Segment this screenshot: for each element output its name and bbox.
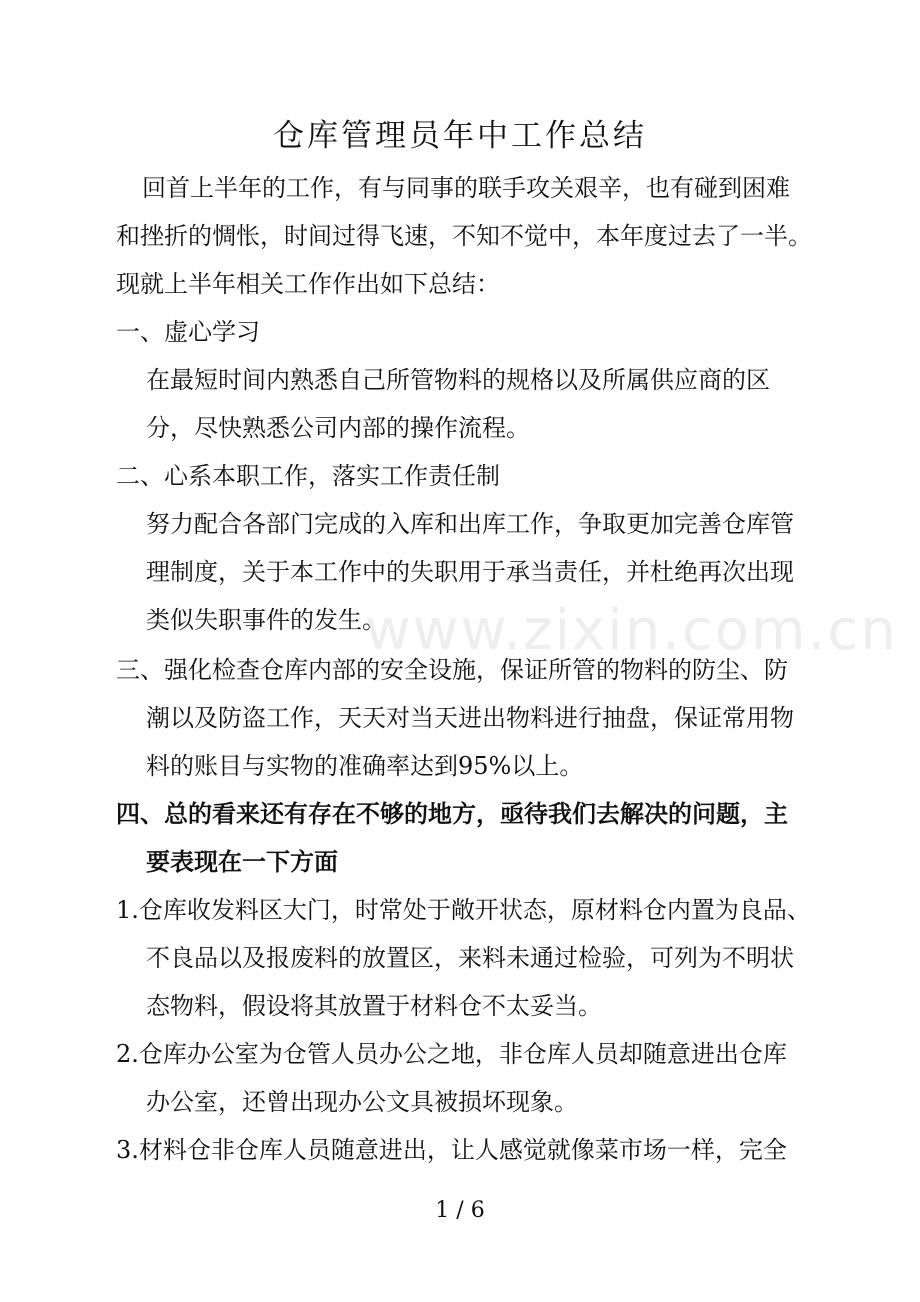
- section-3-line-2: 潮以及防盗工作，天天对当天进出物料进行抽盘，保证常用物: [146, 704, 794, 732]
- intro-line-3: 现就上半年相关工作作出如下总结：: [116, 270, 500, 298]
- document-title: 仓库管理员年中工作总结: [273, 118, 647, 154]
- section-2-line-1: 努力配合各部门完成的入库和出库工作，争取更加完善仓库管: [146, 510, 794, 538]
- watermark: www.zixin.com.cn: [365, 598, 898, 663]
- section-2-heading: 二、心系本职工作，落实工作责任制: [116, 462, 500, 490]
- page-number: 1 / 6: [435, 1198, 485, 1223]
- section-1-line-1: 在最短时间内熟悉自己所管物料的规格以及所属供应商的区: [146, 366, 770, 394]
- section-3-line-1: 三、强化检查仓库内部的安全设施，保证所管的物料的防尘、防: [116, 656, 788, 684]
- intro-line-2: 和挫折的惆怅，时间过得飞速，不知不觉中，本年度过去了一半。: [116, 222, 812, 250]
- item-1-line-1: 1.仓库收发料区大门，时常处于敞开状态，原材料仓内置为良品、: [116, 896, 811, 924]
- item-3-line-1: 3.材料仓非仓库人员随意进出，让人感觉就像菜市场一样，完全: [116, 1136, 787, 1164]
- section-1-line-2: 分，尽快熟悉公司内部的操作流程。: [146, 414, 530, 442]
- section-3-line-3: 料的账目与实物的准确率达到95%以上。: [146, 752, 584, 780]
- item-1-line-3: 态物料，假设将其放置于材料仓不太妥当。: [146, 992, 602, 1020]
- section-2-line-2: 理制度，关于本工作中的失职用于承当责任，并杜绝再次出现: [146, 558, 794, 586]
- item-2-line-2: 办公室，还曾出现办公文具被损坏现象。: [146, 1088, 578, 1116]
- section-1-heading: 一、虚心学习: [116, 318, 260, 346]
- section-2-line-3: 类似失职事件的发生。: [146, 606, 386, 634]
- item-2-line-1: 2.仓库办公室为仓管人员办公之地，非仓库人员却随意进出仓库: [116, 1040, 787, 1068]
- intro-line-1: 回首上半年的工作，有与同事的联手攻关艰辛，也有碰到困难: [142, 174, 790, 202]
- section-4-line-2: 要表现在一下方面: [146, 847, 338, 876]
- section-4-line-1: 四、总的看来还有存在不够的地方，亟待我们去解决的问题，主: [116, 799, 788, 828]
- item-1-line-2: 不良品以及报废料的放置区，来料未通过检验，可列为不明状: [146, 944, 794, 972]
